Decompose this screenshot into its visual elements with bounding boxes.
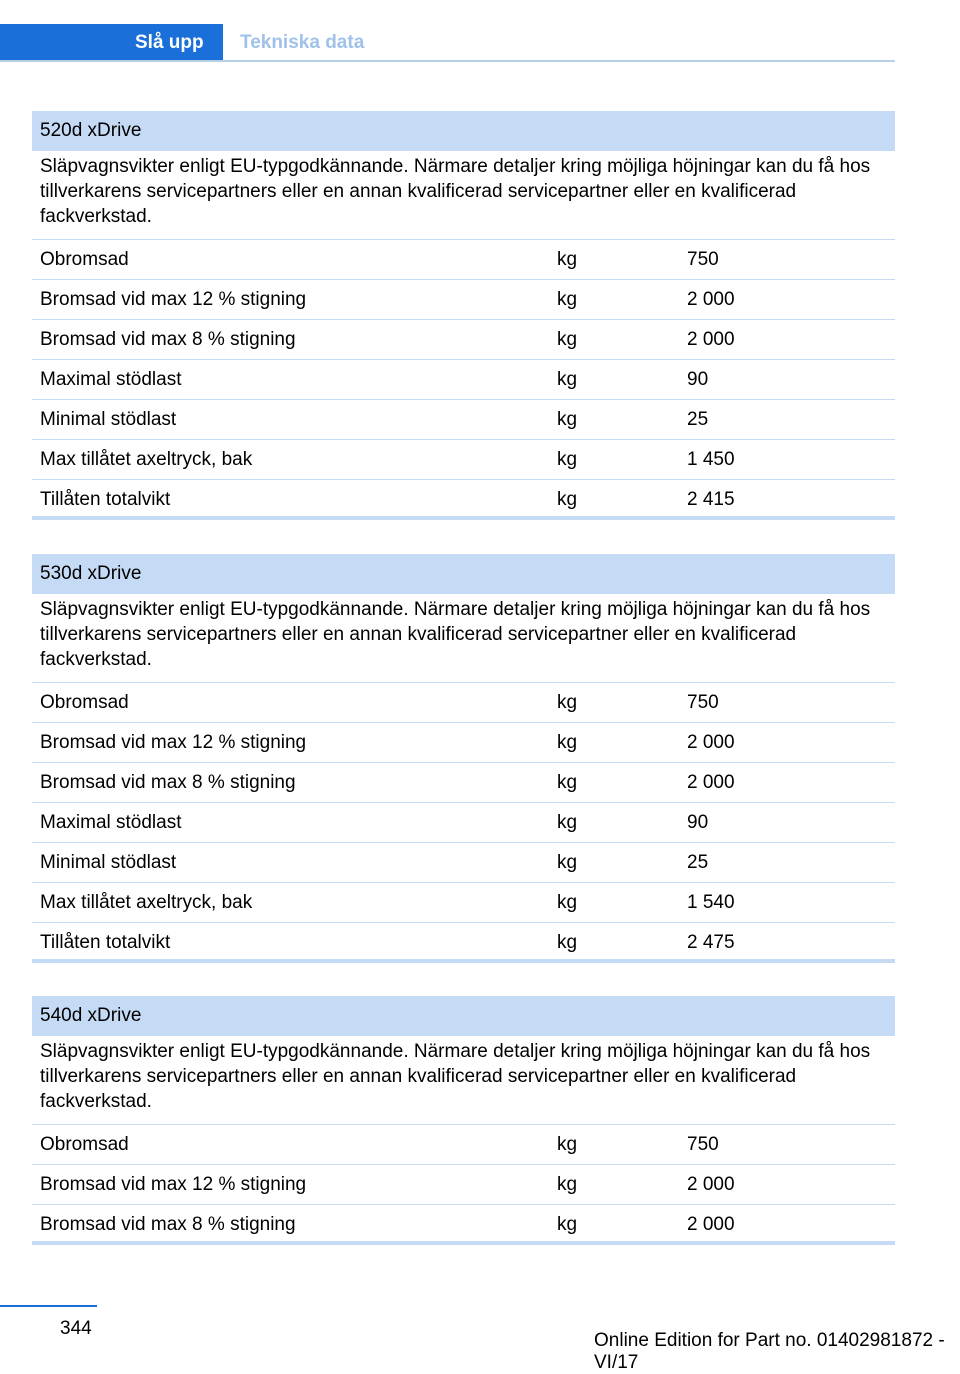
- row-label: Bromsad vid max 12 % stigning: [40, 1174, 307, 1195]
- header-rule: [0, 60, 895, 62]
- row-value: 25: [687, 409, 709, 430]
- row-unit: kg: [557, 409, 578, 430]
- row-label: Tillåten totalvikt: [40, 489, 171, 510]
- row-unit: kg: [557, 329, 578, 350]
- table-row: [32, 480, 895, 520]
- row-value: 2 000: [687, 329, 735, 350]
- table-description: Släpvagnsvikter enligt EU-typgodkännande. Närmare detaljer kring möjliga höjningar kan du få hos tillverkarens servicepartners eller en annan kvalificerad servicepartner eller en kvalificerad fackverkstad.: [32, 594, 895, 683]
- row-value: 2 000: [687, 1214, 735, 1235]
- table-row: [32, 240, 895, 280]
- row-unit: kg: [557, 489, 578, 510]
- row-label: Minimal stödlast: [40, 409, 177, 430]
- row-value: 750: [687, 249, 719, 270]
- table-row: [32, 683, 895, 723]
- spec-table-540d: [32, 996, 895, 1245]
- row-unit: kg: [557, 289, 578, 310]
- row-unit: kg: [557, 1134, 578, 1155]
- row-label: Obromsad: [40, 692, 129, 713]
- row-value: 750: [687, 1134, 719, 1155]
- table-title: 520d xDrive: [32, 111, 895, 151]
- row-unit: kg: [557, 772, 578, 793]
- row-value: 750: [687, 692, 719, 713]
- table-row: [32, 1125, 895, 1165]
- table-row: [32, 440, 895, 480]
- table-row: [32, 360, 895, 400]
- row-label: Bromsad vid max 8 % stigning: [40, 329, 296, 350]
- edition-note: Online Edition for Part no. 01402981872 - VI/17: [594, 1330, 945, 1373]
- row-value: 25: [687, 852, 709, 873]
- table-row: [32, 923, 895, 963]
- row-label: Obromsad: [40, 1134, 129, 1155]
- footer-rule: [0, 1305, 97, 1307]
- table-row: [32, 883, 895, 923]
- row-label: Max tillåtet axeltryck, bak: [40, 892, 253, 913]
- table-row: [32, 1205, 895, 1245]
- tab-tekniska-data[interactable]: Tekniska data: [240, 32, 365, 53]
- row-label: Maximal stödlast: [40, 812, 182, 833]
- row-label: Bromsad vid max 12 % stigning: [40, 732, 307, 753]
- table-description: Släpvagnsvikter enligt EU-typgodkännande. Närmare detaljer kring möjliga höjningar kan du få hos tillverkarens servicepartners eller en annan kvalificerad servicepartner eller en kvalificerad fackverkstad.: [32, 1036, 895, 1125]
- spec-table-530d: [32, 554, 895, 963]
- table-row: [32, 723, 895, 763]
- page-number: 344: [60, 1318, 92, 1339]
- row-value: 90: [687, 369, 709, 390]
- row-unit: kg: [557, 732, 578, 753]
- row-label: Minimal stödlast: [40, 852, 177, 873]
- row-value: 1 450: [687, 449, 735, 470]
- row-unit: kg: [557, 249, 578, 270]
- table-description: Släpvagnsvikter enligt EU-typgodkännande. Närmare detaljer kring möjliga höjningar kan du få hos tillverkarens servicepartners eller en annan kvalificerad servicepartner eller en kvalificerad fackverkstad.: [32, 151, 895, 240]
- row-value: 2 000: [687, 772, 735, 793]
- row-unit: kg: [557, 852, 578, 873]
- spec-table-520d: [32, 111, 895, 520]
- row-value: 2 475: [687, 932, 735, 953]
- row-label: Bromsad vid max 12 % stigning: [40, 289, 307, 310]
- row-label: Tillåten totalvikt: [40, 932, 171, 953]
- row-label: Max tillåtet axeltryck, bak: [40, 449, 253, 470]
- table-row: [32, 763, 895, 803]
- table-row: [32, 280, 895, 320]
- tab-sla-upp[interactable]: Slå upp: [0, 24, 223, 62]
- row-label: Bromsad vid max 8 % stigning: [40, 1214, 296, 1235]
- row-unit: kg: [557, 369, 578, 390]
- row-unit: kg: [557, 1214, 578, 1235]
- row-unit: kg: [557, 812, 578, 833]
- table-row: [32, 803, 895, 843]
- row-unit: kg: [557, 692, 578, 713]
- row-label: Bromsad vid max 8 % stigning: [40, 772, 296, 793]
- row-label: Maximal stödlast: [40, 369, 182, 390]
- row-value: 2 415: [687, 489, 735, 510]
- row-label: Obromsad: [40, 249, 129, 270]
- row-unit: kg: [557, 892, 578, 913]
- top-navigation-bar: [0, 24, 895, 62]
- row-unit: kg: [557, 932, 578, 953]
- row-unit: kg: [557, 449, 578, 470]
- table-title: 540d xDrive: [32, 996, 895, 1036]
- row-value: 2 000: [687, 1174, 735, 1195]
- row-value: 90: [687, 812, 709, 833]
- table-row: [32, 843, 895, 883]
- row-value: 1 540: [687, 892, 735, 913]
- row-value: 2 000: [687, 732, 735, 753]
- table-row: [32, 1165, 895, 1205]
- row-unit: kg: [557, 1174, 578, 1195]
- row-value: 2 000: [687, 289, 735, 310]
- table-row: [32, 320, 895, 360]
- table-title: 530d xDrive: [32, 554, 895, 594]
- table-row: [32, 400, 895, 440]
